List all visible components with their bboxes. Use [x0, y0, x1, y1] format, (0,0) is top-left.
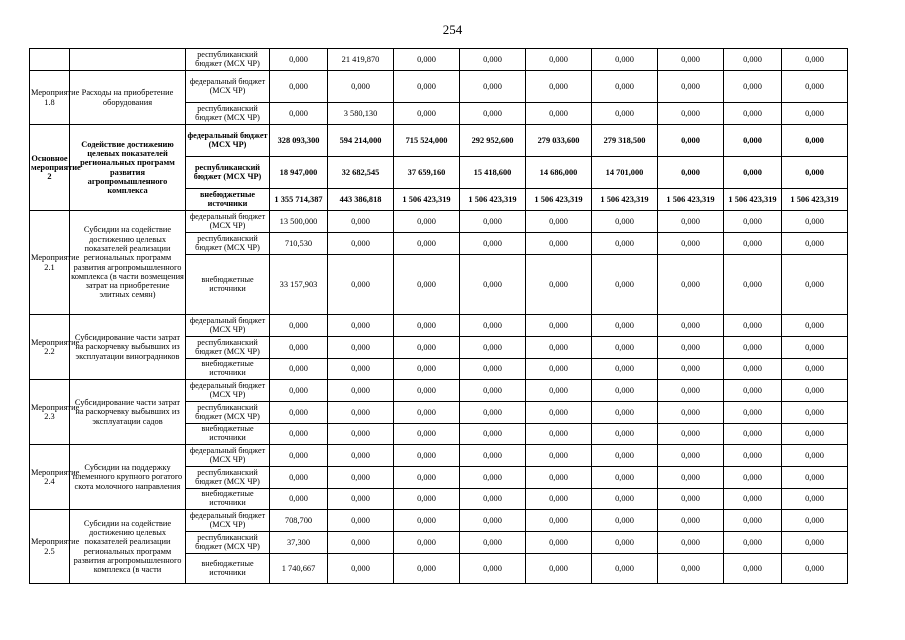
amount-cell: 0,000 [724, 380, 782, 402]
budget-table-body [30, 49, 848, 584]
amount-cell: 0,000 [328, 211, 394, 233]
amount-cell: 1 506 423,319 [658, 189, 724, 211]
measure-name-cell: Субсидии на поддержку племенного крупного рогатого скота молочного направления [70, 445, 186, 510]
amount-cell: 0,000 [526, 233, 592, 255]
amount-cell: 0,000 [782, 125, 848, 157]
table-row [30, 125, 848, 157]
amount-cell: 0,000 [592, 445, 658, 467]
amount-cell: 21 419,870 [328, 49, 394, 71]
amount-cell: 0,000 [592, 315, 658, 337]
amount-cell: 0,000 [460, 359, 526, 380]
amount-cell: 0,000 [394, 532, 460, 554]
measure-name-cell: Содействие достижению целевых показателей региональных программ развития агропромышленного комплекса [70, 125, 186, 211]
amount-cell: 0,000 [526, 255, 592, 315]
amount-cell: 1 506 423,319 [592, 189, 658, 211]
amount-cell: 0,000 [394, 49, 460, 71]
amount-cell: 0,000 [394, 337, 460, 359]
amount-cell: 0,000 [592, 554, 658, 584]
funding-source-cell: федеральный бюджет (МСХ ЧР) [186, 125, 270, 157]
amount-cell: 0,000 [270, 103, 328, 125]
amount-cell: 0,000 [460, 402, 526, 424]
amount-cell: 0,000 [782, 359, 848, 380]
amount-cell: 0,000 [658, 211, 724, 233]
amount-cell: 279 318,500 [592, 125, 658, 157]
amount-cell: 0,000 [782, 445, 848, 467]
amount-cell: 0,000 [460, 211, 526, 233]
funding-source-cell: республиканский бюджет (МСХ ЧР) [186, 103, 270, 125]
amount-cell: 0,000 [782, 467, 848, 489]
funding-source-cell: республиканский бюджет (МСХ ЧР) [186, 467, 270, 489]
amount-cell: 0,000 [270, 445, 328, 467]
amount-cell: 0,000 [658, 532, 724, 554]
funding-source-cell: внебюджетные источники [186, 189, 270, 211]
funding-source-cell: внебюджетные источники [186, 489, 270, 510]
amount-cell: 443 386,818 [328, 189, 394, 211]
amount-cell: 0,000 [724, 554, 782, 584]
amount-cell: 0,000 [394, 489, 460, 510]
funding-source-cell: федеральный бюджет (МСХ ЧР) [186, 71, 270, 103]
amount-cell: 0,000 [724, 211, 782, 233]
table-row [30, 510, 848, 532]
amount-cell: 1 355 714,387 [270, 189, 328, 211]
amount-cell: 0,000 [460, 380, 526, 402]
amount-cell: 0,000 [394, 71, 460, 103]
amount-cell: 0,000 [782, 402, 848, 424]
amount-cell: 0,000 [460, 255, 526, 315]
amount-cell: 0,000 [460, 445, 526, 467]
funding-source-cell: республиканский бюджет (МСХ ЧР) [186, 402, 270, 424]
amount-cell: 0,000 [782, 380, 848, 402]
amount-cell: 0,000 [724, 103, 782, 125]
amount-cell: 1 506 423,319 [394, 189, 460, 211]
amount-cell: 0,000 [460, 489, 526, 510]
amount-cell: 0,000 [658, 337, 724, 359]
funding-source-cell: внебюджетные источники [186, 554, 270, 584]
funding-source-cell: федеральный бюджет (МСХ ЧР) [186, 510, 270, 532]
amount-cell: 0,000 [460, 424, 526, 445]
amount-cell: 0,000 [328, 337, 394, 359]
amount-cell: 0,000 [460, 71, 526, 103]
measure-name-cell: Субсидии на содействие достижению целевых показателей реализации региональных программ развития агропромышленного комплекса (в части возмещения затрат на приобретение элитных семян) [70, 211, 186, 315]
measure-name-cell [70, 49, 186, 71]
amount-cell: 0,000 [526, 510, 592, 532]
amount-cell: 0,000 [460, 337, 526, 359]
amount-cell: 32 682,545 [328, 157, 394, 189]
amount-cell: 0,000 [394, 103, 460, 125]
measure-code-cell: Мероприятие 1.8 [30, 71, 70, 125]
amount-cell: 14 701,000 [592, 157, 658, 189]
amount-cell: 0,000 [724, 445, 782, 467]
amount-cell: 0,000 [394, 402, 460, 424]
amount-cell: 0,000 [592, 233, 658, 255]
amount-cell: 0,000 [394, 467, 460, 489]
amount-cell: 0,000 [592, 359, 658, 380]
table-row [30, 315, 848, 337]
amount-cell: 0,000 [724, 359, 782, 380]
amount-cell: 0,000 [658, 103, 724, 125]
measure-name-cell: Расходы на приобретение оборудования [70, 71, 186, 125]
amount-cell: 0,000 [592, 337, 658, 359]
amount-cell: 0,000 [270, 49, 328, 71]
amount-cell: 0,000 [592, 532, 658, 554]
funding-source-cell: внебюджетные источники [186, 359, 270, 380]
amount-cell: 0,000 [658, 445, 724, 467]
amount-cell: 0,000 [394, 255, 460, 315]
amount-cell: 0,000 [270, 337, 328, 359]
amount-cell: 0,000 [724, 337, 782, 359]
amount-cell: 0,000 [658, 49, 724, 71]
amount-cell: 0,000 [328, 554, 394, 584]
amount-cell: 710,530 [270, 233, 328, 255]
amount-cell: 33 157,903 [270, 255, 328, 315]
amount-cell: 0,000 [782, 554, 848, 584]
amount-cell: 0,000 [270, 489, 328, 510]
page-number: 254 [442, 22, 463, 37]
amount-cell: 0,000 [592, 49, 658, 71]
amount-cell: 0,000 [328, 532, 394, 554]
amount-cell: 0,000 [592, 489, 658, 510]
amount-cell: 708,700 [270, 510, 328, 532]
amount-cell: 0,000 [724, 532, 782, 554]
amount-cell: 1 740,667 [270, 554, 328, 584]
amount-cell: 0,000 [328, 380, 394, 402]
amount-cell: 0,000 [526, 424, 592, 445]
amount-cell: 0,000 [526, 554, 592, 584]
table-row [30, 211, 848, 233]
measure-code-cell: Мероприятие 2.1 [30, 211, 70, 315]
amount-cell: 0,000 [724, 255, 782, 315]
measure-code-cell: Основное мероприятие 2 [30, 125, 70, 211]
amount-cell: 0,000 [592, 510, 658, 532]
funding-source-cell: республиканский бюджет (МСХ ЧР) [186, 49, 270, 71]
amount-cell: 18 947,000 [270, 157, 328, 189]
funding-source-cell: республиканский бюджет (МСХ ЧР) [186, 532, 270, 554]
amount-cell: 1 506 423,319 [724, 189, 782, 211]
amount-cell: 1 506 423,319 [526, 189, 592, 211]
amount-cell: 0,000 [270, 380, 328, 402]
amount-cell: 0,000 [460, 49, 526, 71]
amount-cell: 0,000 [592, 424, 658, 445]
amount-cell: 0,000 [724, 233, 782, 255]
amount-cell: 0,000 [328, 510, 394, 532]
amount-cell: 594 214,000 [328, 125, 394, 157]
amount-cell: 37 659,160 [394, 157, 460, 189]
amount-cell: 0,000 [394, 380, 460, 402]
measure-code-cell [30, 49, 70, 71]
funding-source-cell: республиканский бюджет (МСХ ЧР) [186, 337, 270, 359]
amount-cell: 15 418,600 [460, 157, 526, 189]
amount-cell: 0,000 [394, 233, 460, 255]
amount-cell: 292 952,600 [460, 125, 526, 157]
funding-source-cell: федеральный бюджет (МСХ ЧР) [186, 445, 270, 467]
amount-cell: 0,000 [724, 125, 782, 157]
measure-name-cell: Субсидирование части затрат на раскорчевку выбывших из эксплуатации садов [70, 380, 186, 445]
amount-cell: 0,000 [592, 380, 658, 402]
amount-cell: 0,000 [592, 103, 658, 125]
amount-cell: 0,000 [782, 255, 848, 315]
amount-cell: 0,000 [658, 380, 724, 402]
amount-cell: 0,000 [592, 71, 658, 103]
table-row [30, 71, 848, 103]
amount-cell: 0,000 [724, 489, 782, 510]
amount-cell: 0,000 [592, 211, 658, 233]
amount-cell: 0,000 [658, 489, 724, 510]
budget-table [29, 48, 848, 584]
amount-cell: 0,000 [526, 103, 592, 125]
amount-cell: 0,000 [328, 489, 394, 510]
amount-cell: 328 093,300 [270, 125, 328, 157]
measure-code-cell: Мероприятие 2.4 [30, 445, 70, 510]
amount-cell: 0,000 [592, 255, 658, 315]
amount-cell: 0,000 [526, 359, 592, 380]
amount-cell: 0,000 [658, 359, 724, 380]
amount-cell: 0,000 [724, 71, 782, 103]
funding-source-cell: федеральный бюджет (МСХ ЧР) [186, 211, 270, 233]
amount-cell: 0,000 [460, 467, 526, 489]
amount-cell: 0,000 [394, 211, 460, 233]
amount-cell: 0,000 [460, 103, 526, 125]
amount-cell: 0,000 [782, 424, 848, 445]
amount-cell: 0,000 [782, 337, 848, 359]
amount-cell: 0,000 [526, 211, 592, 233]
amount-cell: 0,000 [526, 337, 592, 359]
amount-cell: 0,000 [526, 489, 592, 510]
amount-cell: 0,000 [328, 71, 394, 103]
amount-cell: 0,000 [658, 467, 724, 489]
amount-cell: 0,000 [724, 315, 782, 337]
amount-cell: 0,000 [782, 71, 848, 103]
amount-cell: 0,000 [270, 424, 328, 445]
amount-cell: 0,000 [724, 424, 782, 445]
amount-cell: 3 580,130 [328, 103, 394, 125]
amount-cell: 0,000 [782, 233, 848, 255]
amount-cell: 0,000 [782, 103, 848, 125]
amount-cell: 0,000 [526, 71, 592, 103]
measure-code-cell: Мероприятие 2.2 [30, 315, 70, 380]
amount-cell: 0,000 [328, 233, 394, 255]
amount-cell: 0,000 [526, 380, 592, 402]
amount-cell: 13 500,000 [270, 211, 328, 233]
amount-cell: 0,000 [328, 255, 394, 315]
amount-cell: 0,000 [782, 510, 848, 532]
amount-cell: 0,000 [526, 467, 592, 489]
amount-cell: 0,000 [526, 315, 592, 337]
amount-cell: 0,000 [270, 467, 328, 489]
amount-cell: 0,000 [328, 315, 394, 337]
amount-cell: 0,000 [460, 233, 526, 255]
amount-cell: 0,000 [394, 315, 460, 337]
amount-cell: 0,000 [782, 49, 848, 71]
amount-cell: 0,000 [328, 467, 394, 489]
amount-cell: 279 033,600 [526, 125, 592, 157]
amount-cell: 0,000 [724, 402, 782, 424]
amount-cell: 0,000 [658, 125, 724, 157]
amount-cell: 37,300 [270, 532, 328, 554]
measure-code-cell: Мероприятие 2.5 [30, 510, 70, 584]
table-row [30, 445, 848, 467]
amount-cell: 0,000 [782, 157, 848, 189]
amount-cell: 0,000 [270, 359, 328, 380]
amount-cell: 14 686,000 [526, 157, 592, 189]
amount-cell: 0,000 [394, 554, 460, 584]
amount-cell: 0,000 [270, 402, 328, 424]
funding-source-cell: федеральный бюджет (МСХ ЧР) [186, 380, 270, 402]
funding-source-cell: республиканский бюджет (МСХ ЧР) [186, 157, 270, 189]
measure-name-cell: Субсидии на содействие достижению целевых показателей реализации региональных программ развития агропромышленного комплекса (в части [70, 510, 186, 584]
amount-cell: 1 506 423,319 [782, 189, 848, 211]
measure-code-cell: Мероприятие 2.3 [30, 380, 70, 445]
amount-cell: 0,000 [328, 359, 394, 380]
amount-cell: 0,000 [460, 315, 526, 337]
amount-cell: 0,000 [526, 402, 592, 424]
amount-cell: 1 506 423,319 [460, 189, 526, 211]
funding-source-cell: республиканский бюджет (МСХ ЧР) [186, 233, 270, 255]
amount-cell: 0,000 [658, 233, 724, 255]
amount-cell: 0,000 [782, 315, 848, 337]
amount-cell: 0,000 [592, 467, 658, 489]
amount-cell: 0,000 [658, 71, 724, 103]
amount-cell: 0,000 [394, 445, 460, 467]
funding-source-cell: внебюджетные источники [186, 255, 270, 315]
amount-cell: 0,000 [394, 510, 460, 532]
amount-cell: 0,000 [270, 315, 328, 337]
amount-cell: 0,000 [394, 359, 460, 380]
amount-cell: 0,000 [782, 489, 848, 510]
amount-cell: 0,000 [394, 424, 460, 445]
funding-source-cell: федеральный бюджет (МСХ ЧР) [186, 315, 270, 337]
amount-cell: 0,000 [526, 445, 592, 467]
amount-cell: 0,000 [328, 402, 394, 424]
measure-name-cell: Субсидирование части затрат на раскорчевку выбывших из эксплуатации виноградников [70, 315, 186, 380]
amount-cell: 0,000 [658, 315, 724, 337]
amount-cell: 0,000 [658, 402, 724, 424]
amount-cell: 0,000 [270, 71, 328, 103]
table-row [30, 380, 848, 402]
amount-cell: 0,000 [658, 255, 724, 315]
amount-cell: 0,000 [782, 532, 848, 554]
amount-cell: 0,000 [724, 467, 782, 489]
amount-cell: 0,000 [724, 157, 782, 189]
amount-cell: 0,000 [460, 510, 526, 532]
amount-cell: 0,000 [526, 49, 592, 71]
table-row [30, 49, 848, 71]
amount-cell: 0,000 [658, 510, 724, 532]
funding-source-cell: внебюджетные источники [186, 424, 270, 445]
amount-cell: 0,000 [658, 554, 724, 584]
amount-cell: 715 524,000 [394, 125, 460, 157]
amount-cell: 0,000 [724, 49, 782, 71]
amount-cell: 0,000 [328, 424, 394, 445]
amount-cell: 0,000 [460, 554, 526, 584]
amount-cell: 0,000 [526, 532, 592, 554]
amount-cell: 0,000 [658, 424, 724, 445]
amount-cell: 0,000 [460, 532, 526, 554]
amount-cell: 0,000 [328, 445, 394, 467]
amount-cell: 0,000 [782, 211, 848, 233]
amount-cell: 0,000 [592, 402, 658, 424]
amount-cell: 0,000 [658, 157, 724, 189]
amount-cell: 0,000 [724, 510, 782, 532]
